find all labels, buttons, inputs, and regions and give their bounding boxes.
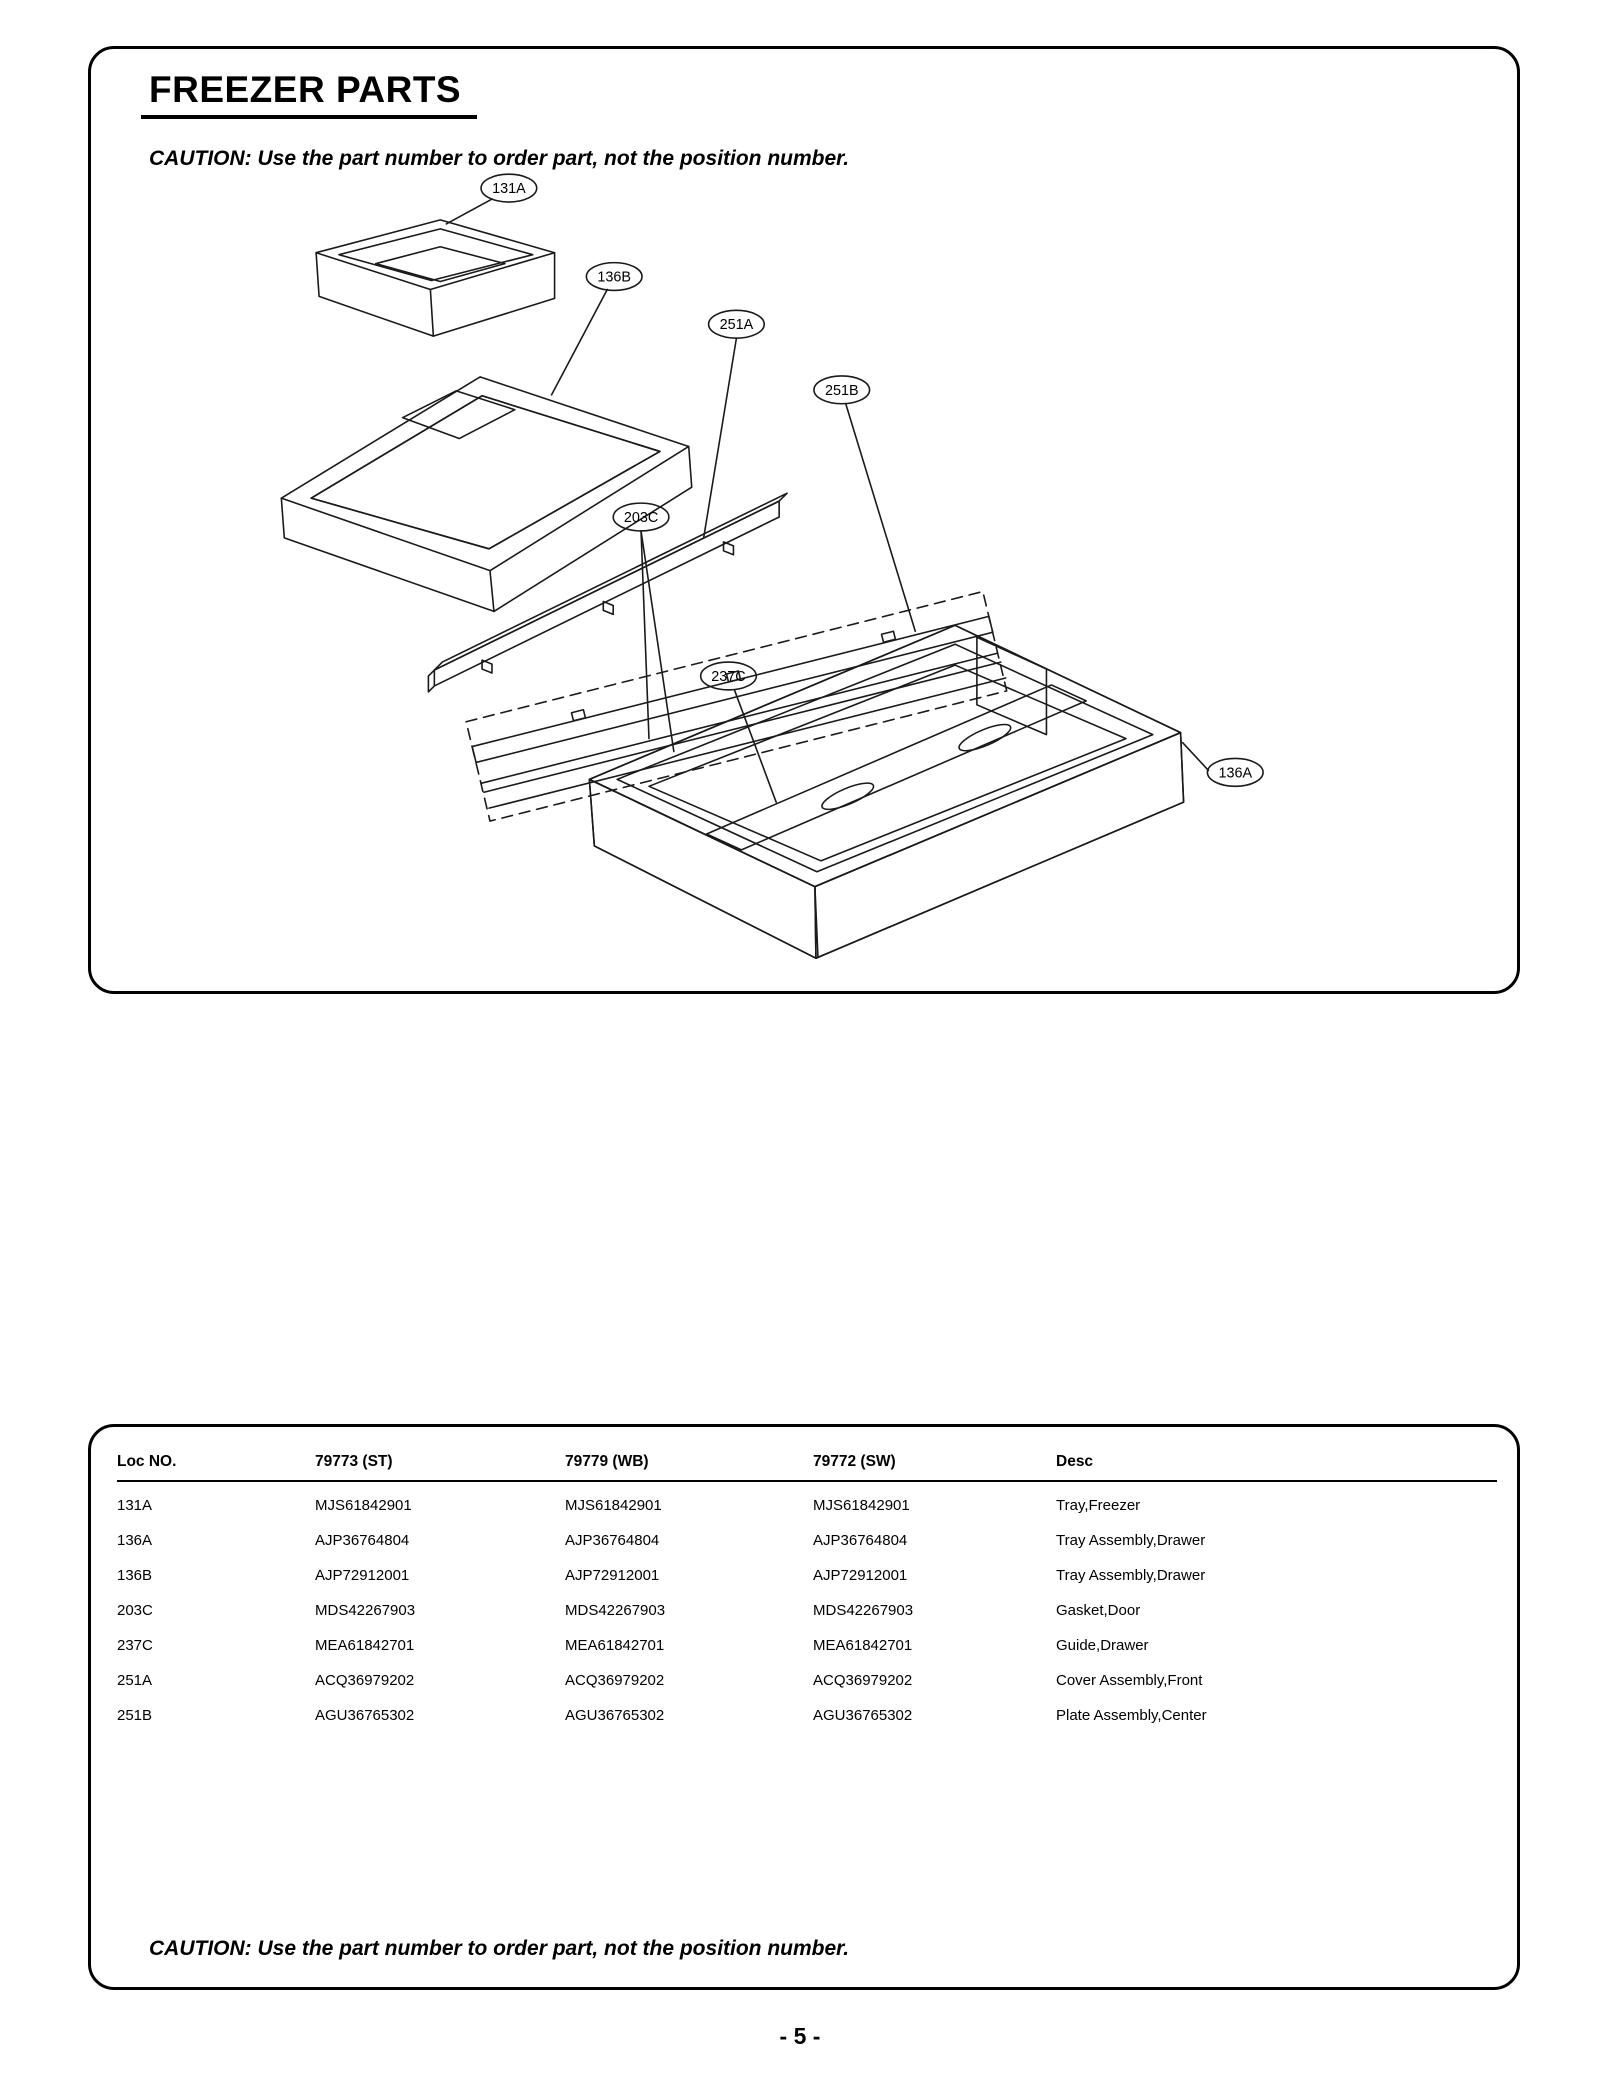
cell-desc: Tray Assembly,Drawer xyxy=(1056,1567,1206,1584)
callout-label: 251B xyxy=(824,382,859,399)
tray-136b-part xyxy=(281,377,691,612)
caution-bottom: CAUTION: Use the part number to order part, not the position number. xyxy=(149,1937,850,1960)
cell-desc: Tray Assembly,Drawer xyxy=(1056,1532,1206,1549)
table-row xyxy=(117,1698,1497,1733)
cell-loc: 136B xyxy=(117,1567,153,1584)
caution-top: CAUTION: Use the part number to order part, not the position number. xyxy=(149,147,850,170)
callout-136b xyxy=(586,263,642,291)
cell-desc: Cover Assembly,Front xyxy=(1056,1672,1203,1689)
exploded-diagram xyxy=(91,49,1517,991)
callout-203c xyxy=(613,503,669,531)
cell-st: AGU36765302 xyxy=(315,1707,415,1724)
cell-sw: MEA61842701 xyxy=(813,1637,913,1654)
cell-sw: MDS42267903 xyxy=(813,1602,914,1619)
page-number: - 5 - xyxy=(779,2023,821,2049)
cell-desc: Gasket,Door xyxy=(1056,1602,1141,1619)
guide-237c-part xyxy=(707,637,1087,850)
cell-loc: 251B xyxy=(117,1707,153,1724)
cell-st: MJS61842901 xyxy=(315,1497,412,1514)
col-header-wb: 79779 (WB) xyxy=(565,1443,813,1481)
col-header-st: 79773 (ST) xyxy=(315,1443,565,1481)
cell-loc: 131A xyxy=(117,1497,153,1514)
callout-251a xyxy=(709,310,765,338)
callout-237c xyxy=(701,662,757,690)
cell-wb: AGU36765302 xyxy=(565,1707,665,1724)
callout-label: 131A xyxy=(492,181,526,198)
callout-136a xyxy=(1207,758,1263,786)
diagram-panel xyxy=(88,46,1520,994)
table-row xyxy=(117,1558,1497,1593)
cell-st: ACQ36979202 xyxy=(315,1672,415,1689)
cell-wb: AJP36764804 xyxy=(565,1532,660,1549)
col-header-sw: 79772 (SW) xyxy=(813,1443,1056,1481)
cell-sw: MJS61842901 xyxy=(813,1497,910,1514)
leader-lines xyxy=(446,199,1208,802)
callout-label: 237C xyxy=(711,668,746,685)
cell-sw: AJP36764804 xyxy=(813,1532,908,1549)
callout-131a xyxy=(481,174,537,202)
cell-loc: 237C xyxy=(117,1637,153,1654)
page-title: FREEZER PARTS xyxy=(141,69,477,119)
cell-st: AJP72912001 xyxy=(315,1567,410,1584)
table-row xyxy=(117,1663,1497,1698)
cell-wb: ACQ36979202 xyxy=(565,1672,665,1689)
cell-wb: MJS61842901 xyxy=(565,1497,662,1514)
callout-label: 251A xyxy=(719,317,754,334)
cell-loc: 203C xyxy=(117,1602,153,1619)
parts-table-panel xyxy=(88,1424,1520,1990)
cell-st: MEA61842701 xyxy=(315,1637,415,1654)
cell-sw: AJP72912001 xyxy=(813,1567,908,1584)
cell-loc: 136A xyxy=(117,1532,153,1549)
callout-label: 136A xyxy=(1218,765,1253,782)
cell-wb: AJP72912001 xyxy=(565,1567,660,1584)
table-row xyxy=(117,1628,1497,1663)
dashed-region xyxy=(466,592,1007,822)
cell-wb: MEA61842701 xyxy=(565,1637,665,1654)
cell-sw: AGU36765302 xyxy=(813,1707,913,1724)
callout-251b xyxy=(814,376,870,404)
callout-label: 203C xyxy=(623,509,659,526)
cell-sw: ACQ36979202 xyxy=(813,1672,913,1689)
cell-st: MDS42267903 xyxy=(315,1602,416,1619)
cell-desc: Guide,Drawer xyxy=(1056,1637,1149,1654)
table-row xyxy=(117,1523,1497,1558)
col-header-desc: Desc xyxy=(1056,1443,1497,1481)
cell-st: AJP36764804 xyxy=(315,1532,410,1549)
parts-table xyxy=(117,1443,1497,1733)
cell-desc: Plate Assembly,Center xyxy=(1056,1707,1207,1724)
basket-136a-part xyxy=(589,625,1183,958)
col-header-loc: Loc NO. xyxy=(117,1443,315,1481)
tray-131a-part xyxy=(316,220,554,336)
cell-loc: 251A xyxy=(117,1672,153,1689)
table-row xyxy=(117,1481,1497,1523)
table-header-row xyxy=(117,1443,1497,1481)
table-row xyxy=(117,1593,1497,1628)
callout-label: 136B xyxy=(597,269,632,286)
cell-desc: Tray,Freezer xyxy=(1056,1497,1141,1514)
cell-wb: MDS42267903 xyxy=(565,1602,666,1619)
